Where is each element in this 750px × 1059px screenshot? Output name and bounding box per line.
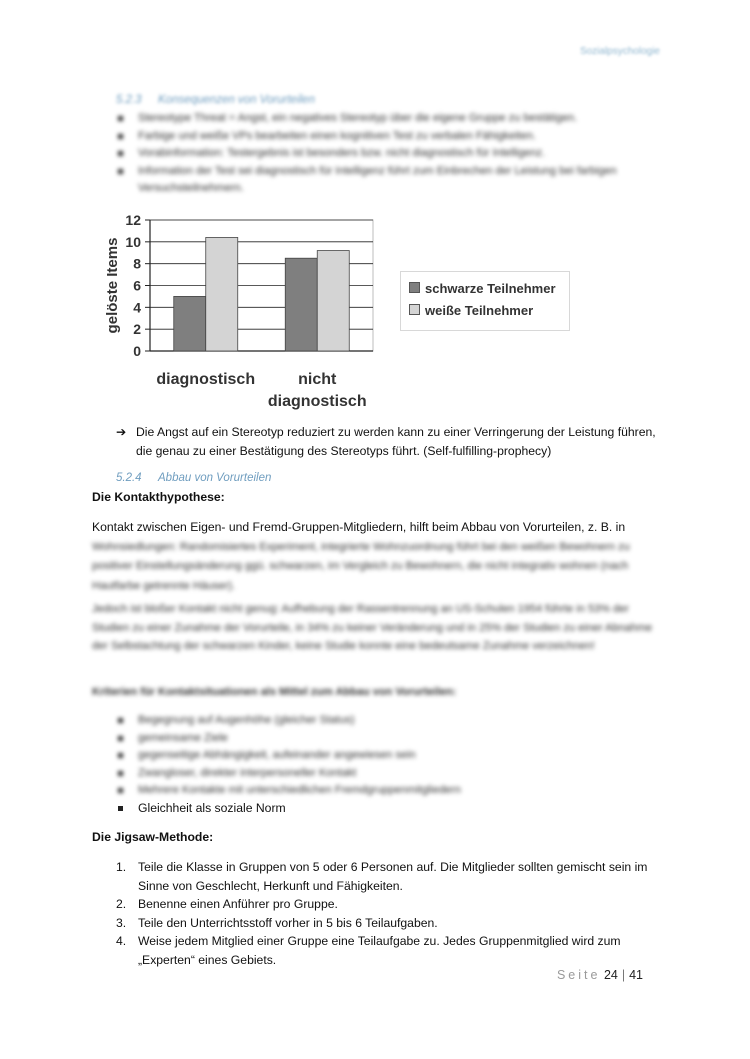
- list-item: Begegnung auf Augenhöhe (gleicher Status): [116, 712, 656, 730]
- legend-swatch: [409, 282, 420, 293]
- y-tick-label: 2: [133, 321, 141, 338]
- current-page-number: 24: [603, 968, 618, 982]
- step-number: 4.: [116, 934, 127, 948]
- list-item: gegenseitige Abhängigkeit, aufeinander angewiesen sein: [116, 747, 656, 765]
- list-item: Stereotype Threat = Angst, ein negatives Stereotyp über die eigene Gruppe zu bestätigen.: [116, 110, 656, 128]
- section-number: 5.2.4: [116, 472, 142, 484]
- section-heading-5-2-3: [116, 94, 315, 106]
- x-category-label: diagnostisch: [267, 393, 367, 410]
- x-category-label: diagnostisch: [156, 371, 256, 388]
- bar-chart: [95, 205, 395, 415]
- y-tick-label: 10: [125, 233, 141, 250]
- kriterien-list: [116, 712, 656, 817]
- arrow-right-icon: ➔: [116, 425, 127, 439]
- list-item: [116, 858, 656, 895]
- y-tick-label: 8: [133, 255, 141, 272]
- y-tick-label: 12: [125, 212, 141, 228]
- list-item: [116, 895, 656, 914]
- list-item: Farbige und weiße VPs bearbeiten einen kognitiven Test zu verbalen Fähigkeiten.: [116, 128, 656, 146]
- y-tick-label: 6: [133, 277, 141, 294]
- list-item: [116, 914, 656, 933]
- jigsaw-heading: Die Jigsaw-Methode:: [92, 830, 214, 844]
- chart-legend: [400, 271, 570, 331]
- y-axis-label: gelöste Items: [104, 237, 121, 334]
- section-heading-5-2-4: [116, 472, 271, 484]
- list-item: Zwangloser, direkter interpersoneller Kontakt: [116, 765, 656, 783]
- x-category-label: nicht: [298, 371, 337, 388]
- bar: [174, 296, 206, 351]
- kriterien-heading: Kriterien für Kontaktsituationen als Mittel zum Abbau von Vorurteilen:: [92, 686, 457, 698]
- running-header: Sozialpsychologie: [579, 46, 660, 57]
- y-tick-label: 4: [133, 299, 141, 316]
- list-item: Vorabinformation: Testergebnis ist besonders bzw. nicht diagnostisch für Intelligenz.: [116, 145, 656, 163]
- step-number: 3.: [116, 915, 127, 930]
- step-number: 1.: [116, 860, 127, 874]
- conclusion-paragraph: [116, 423, 656, 460]
- step-text: Weise jedem Mitglied einer Gruppe eine Teilaufgabe zu. Jedes Gruppenmitglied wird zum „Experten“ eines Gebiets.: [138, 934, 621, 967]
- legend-label: weiße Teilnehmer: [425, 303, 534, 318]
- section-number: 5.2.3: [116, 94, 142, 106]
- paragraph-continuation: Wohnsiedlungen: Randomisiertes Experiment, integrierte Wohnzuordnung führt bei den weißen Bewohnern zu positiver Einstellungsänderung ggü. schwarzen, im Vergleich zu Bewohnern, die nicht integrativ wohnen (nach Hautfarbe getrennte Häuser).: [92, 540, 630, 592]
- legend-swatch: [409, 304, 420, 315]
- legend-label: schwarze Teilnehmer: [425, 281, 556, 296]
- footer-separator: |: [621, 968, 626, 982]
- bar: [317, 251, 349, 351]
- section-title: Abbau von Vorurteilen: [158, 472, 272, 484]
- total-page-count: 41: [629, 968, 643, 982]
- list-item: Mehrere Kontakte mit unterschiedlichen Fremdgruppenmitgliedern: [116, 782, 656, 800]
- kontakthypothese-paragraph: [92, 518, 660, 595]
- paragraph-intro: Kontakt zwischen Eigen- und Fremd-Gruppen-Mitgliedern, hilft beim Abbau von Vorurteilen, z. B. in: [92, 520, 626, 534]
- step-text: Benenne einen Anführer pro Gruppe.: [138, 897, 338, 911]
- list-item: Information der Test sei diagnostisch für Intelligenz führt zum Einbrechen der Leistung bei farbigen Versuchsteilnehmern.: [116, 163, 656, 198]
- conclusion-text: Die Angst auf ein Stereotyp reduziert zu werden kann zu einer Verringerung der Leistung führen, die genau zu einer Bestätigung des Stereotyps führt. (Self-fulfilling-prophecy): [136, 425, 656, 458]
- step-text: Teile die Klasse in Gruppen von 5 oder 6 Personen auf. Die Mitglieder sollten gemischt sein im Sinne von Geschlecht, Herkunft und Fähigkeiten.: [138, 860, 648, 893]
- jigsaw-steps-list: [116, 858, 656, 969]
- legend-entry: [409, 281, 556, 296]
- rassentrennung-paragraph: Jedoch ist bloßer Kontakt nicht genug: Aufhebung der Rassentrennung an US-Schulen 1954 führte in 53% der Studien zu einer Zunahme der Vorurteile, in 34% zu keiner Veränderung und in 25% der Studien zu einer Abnahme der Selbstachtung der schwarzen Kinder, keine Studie konnte eine bedeutsame Zunahme verzeichnen!: [92, 603, 653, 652]
- bar: [206, 237, 238, 351]
- y-tick-label: 0: [133, 343, 141, 359]
- page-footer: [500, 968, 643, 982]
- step-text: Teile den Unterrichtsstoff vorher in 5 bis 6 Teilaufgaben.: [138, 915, 438, 930]
- list-item: Gleichheit als soziale Norm: [116, 800, 656, 818]
- step-number: 2.: [116, 897, 127, 911]
- kontakthypothese-heading: Die Kontakthypothese:: [92, 490, 225, 504]
- stereotype-threat-list: [116, 110, 656, 198]
- list-item: gemeinsame Ziele: [116, 730, 656, 748]
- legend-entry: [409, 303, 533, 318]
- list-item: [116, 932, 656, 969]
- stereotype-threat-chart: [95, 205, 575, 415]
- section-title: Konsequenzen von Vorurteilen: [158, 94, 315, 106]
- seite-label: Seite: [556, 968, 601, 982]
- bar: [285, 258, 317, 351]
